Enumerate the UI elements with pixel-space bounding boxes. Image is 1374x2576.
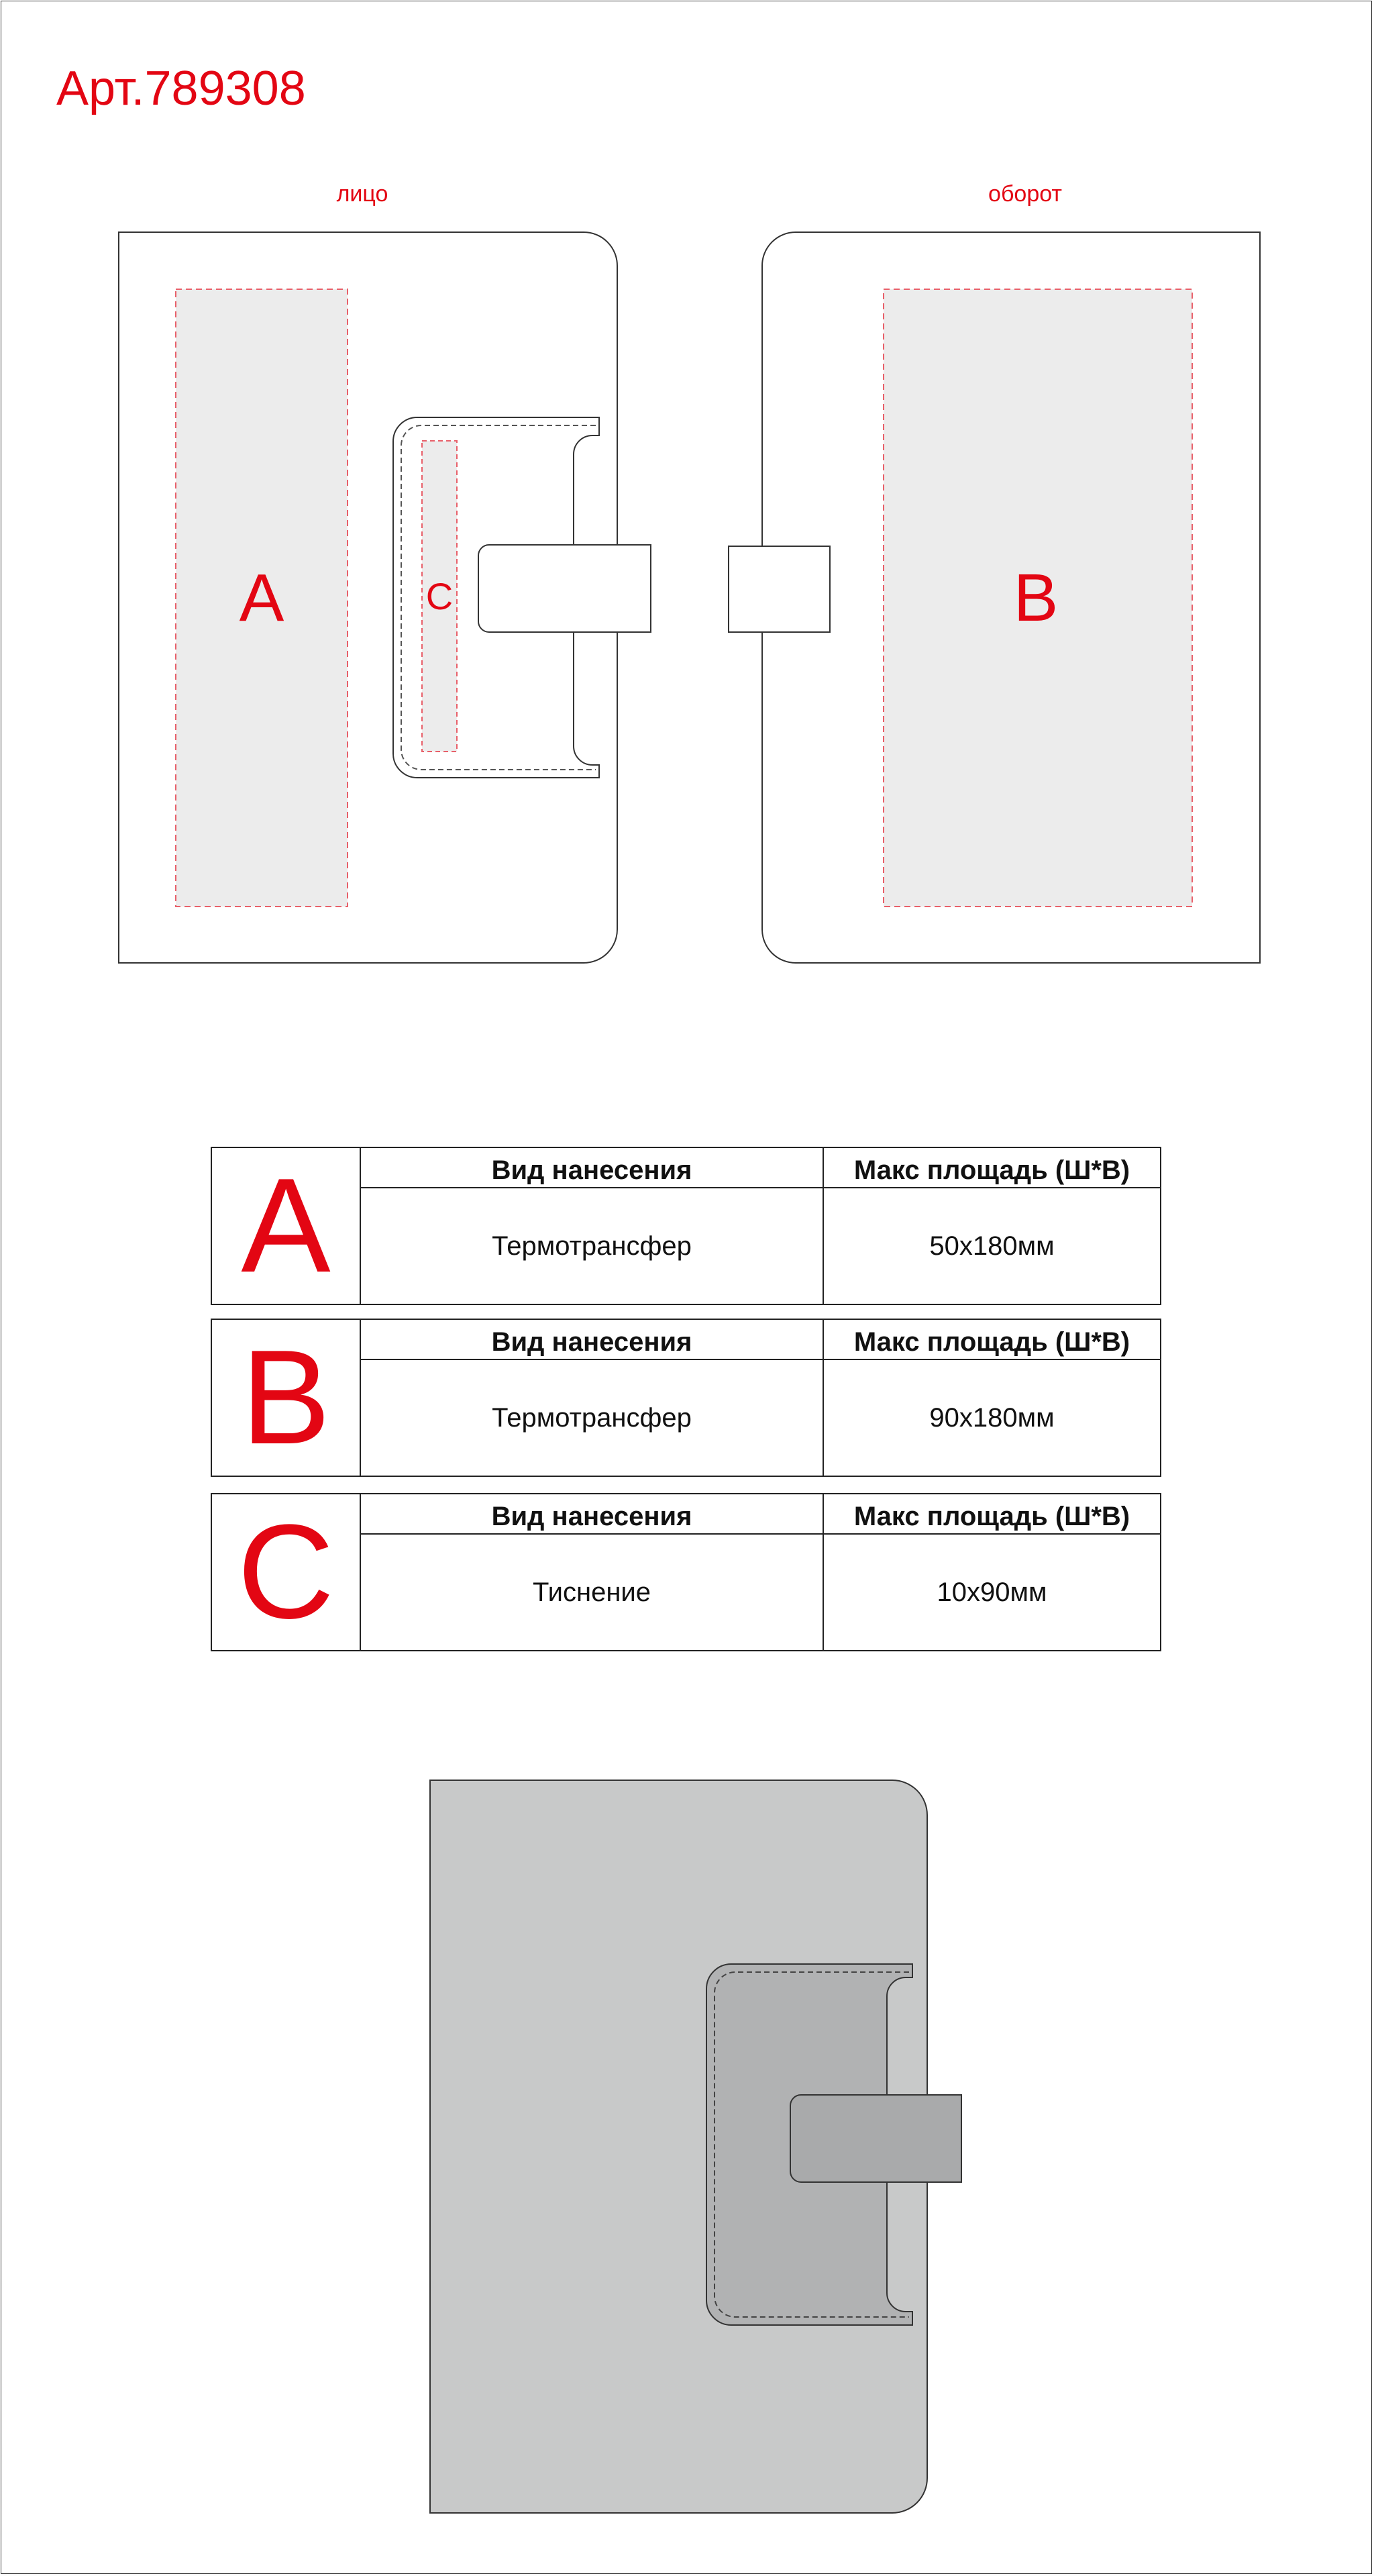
spec-table-c-method: Тиснение xyxy=(361,1535,824,1650)
spec-table-a-method: Термотрансфер xyxy=(361,1188,824,1304)
zone-a-letter: A xyxy=(239,560,284,635)
back-view-label: оборот xyxy=(988,181,1062,207)
spec-table-b-area-header: Макс площадь (Ш*В) xyxy=(824,1320,1160,1360)
spec-table-a-area: 50x180мм xyxy=(929,1231,1055,1261)
spec-table-b-method-header: Вид нанесения xyxy=(361,1320,824,1360)
product-strap xyxy=(790,2095,961,2182)
front-view-label: лицо xyxy=(336,181,388,207)
spec-table-c xyxy=(211,1493,1161,1651)
spec-table-b-area: 90x180мм xyxy=(929,1402,1055,1433)
back-view xyxy=(729,232,1260,963)
spec-table-b-method: Термотрансфер xyxy=(361,1360,824,1476)
back-strap xyxy=(729,546,830,632)
front-strap xyxy=(478,545,651,632)
article-number: Арт.789308 xyxy=(56,62,306,115)
product-illustration xyxy=(430,1780,961,2513)
spec-table-a-method-header: Вид нанесения xyxy=(361,1148,824,1188)
spec-table-a xyxy=(211,1147,1161,1305)
zone-c-letter: C xyxy=(425,575,454,617)
spec-table-c-area: 10x90мм xyxy=(937,1577,1047,1607)
spec-table-b xyxy=(211,1319,1161,1477)
front-view xyxy=(119,232,651,963)
spec-table-b-zone: B xyxy=(212,1320,361,1476)
zone-b-letter: B xyxy=(1013,560,1059,635)
spec-table-a-zone: A xyxy=(212,1148,361,1304)
spec-table-c-area-header: Макс площадь (Ш*В) xyxy=(824,1494,1160,1535)
spec-table-a-area-header: Макс площадь (Ш*В) xyxy=(824,1148,1160,1188)
spec-table-c-method-header: Вид нанесения xyxy=(361,1494,824,1535)
spec-table-c-zone: C xyxy=(212,1494,361,1650)
